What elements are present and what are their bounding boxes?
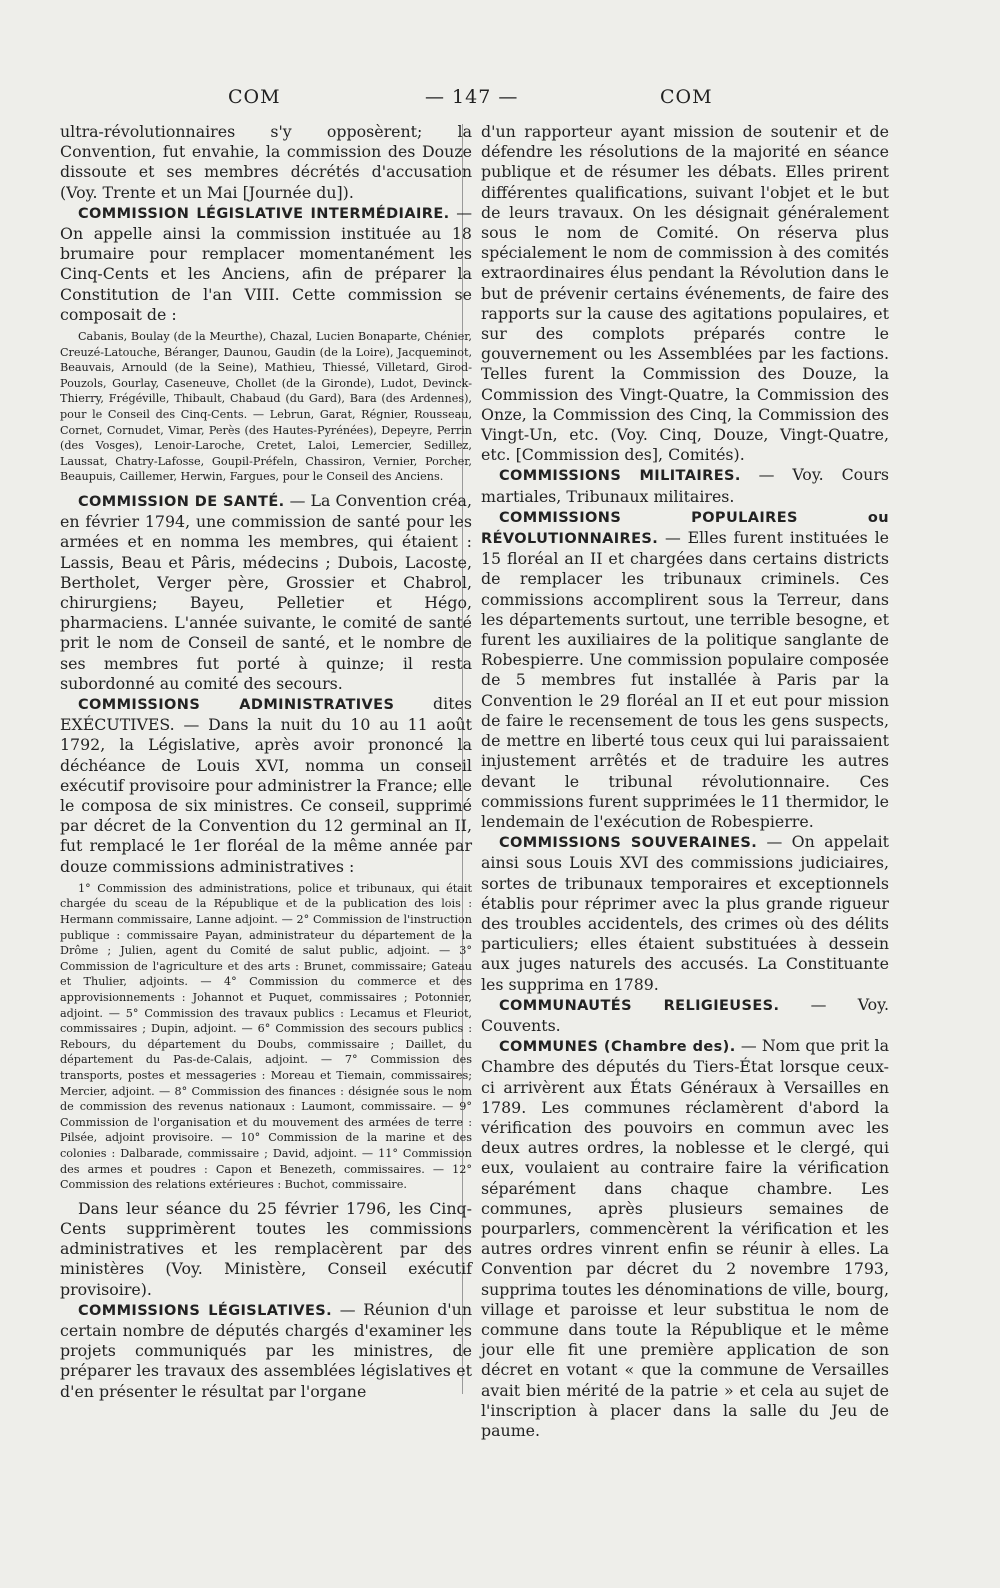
entry-headword: COMMISSION DE SANTÉ. xyxy=(78,493,285,510)
entry-text: dites EXÉCUTIVES. — Dans la nuit du 10 au 11 août 1792, la Législative, après avoir prononcé la déchéance de Louis XVI, nomma un conseil exécutif provisoire pour administrer la France; elle le composa de six ministres. Ce conseil, supprimé par décret de la Convention du 12 germinal an II, fut remplacé le 1er floréal de la même année par douze commissions administratives : xyxy=(60,694,472,876)
dictionary-entry xyxy=(481,507,889,832)
header-right: COM xyxy=(660,86,713,108)
member-list xyxy=(60,329,472,485)
paragraph xyxy=(60,122,472,203)
entry-text: — Voy. Couvents. xyxy=(481,994,890,1035)
entry-headword: COMMISSIONS LÉGISLATIVES. xyxy=(78,1302,333,1319)
entry-headword: COMMUNES (Chambre des). xyxy=(499,1039,736,1056)
paragraph-text: Dans leur séance du 25 février 1796, les Cinq-Cents supprimèrent toutes les commissions administratives et les remplacèrent par des ministères (Voy. Ministère, Conseil exécutif provisoire). xyxy=(60,1198,472,1299)
dictionary-entry xyxy=(481,832,889,995)
member-list-text: Cabanis, Boulay (de la Meurthe), Chazal, Lucien Bonaparte, Chénier, Creuzé-Latouche, Béranger, Daunou, Gaudin (de la Loire), Jacqueminot, Beauvais, Arnould (de la Seine), Mathieu, Thiessé, Villetard, Girod-Pouzols, Gourlay, Caseneuve, Chollet (de la Gironde), Ludot, Devinck-Thierry, Frégéville, Thibault, Chabaud (du Gard), Bara (des Ardennes), pour le Conseil des Cinq-Cents. — Lebrun, Garat, Régnier, Rousseau, Cornet, Cornudet, Vimar, Perès (des Hautes-Pyrénées), Depeyre, Perrin (des Vosges), Lenoir-Laroche, Cretet, Laloi, Lemercier, Sedillez, Laussat, Chatry-Lafosse, Goupil-Préfeln, Chassiron, Vernier, Porcher, Beaupuis, Caillemer, Herwin, Fargues, pour le Conseil des Anciens. xyxy=(60,330,472,484)
entry-text: — Elles furent instituées le 15 floréal an II et chargées dans certains districts de remplacer les tribunaux criminels. Ces commissions accomplirent sous la Terreur, dans les départements surtout, une terrible besogne, et furent les auxiliaires de la politique sanglante de Robespierre. Une commission populaire composée de 5 membres fut installée à Paris par la Convention le 29 floréal an II et eut pour mission de faire le recensement de tous les gens suspects, de mettre en liberté tous ceux qui lui paraissaient injustement arrêtés et de traduire les autres devant le tribunal révolutionnaire. Ces commissions furent supprimées le 11 thermidor, le lendemain de l'exécution de Robespierre. xyxy=(481,528,889,831)
entry-text: — Nom que prit la Chambre des députés du Tiers-État lorsque ceux-ci arrivèrent aux États Généraux à Versailles en 1789. Les communes réclamèrent d'abord la vérification des pouvoirs en commun avec les deux autres ordres, la noblesse et le clergé, qui eux, voulaient au contraire faire la vérification séparément dans chaque chambre. Les communes, après plusieurs semaines de pourparlers, commencèrent la vérification et les autres ordres vinrent enfin se réunir à elles. La Convention par décret du 2 novembre 1793, supprima toutes les dénominations de ville, bourg, village et paroisse et leur substitua le nom de commune dans toute la République et le même jour elle fit une première application de son décret en votant « que la commune de Versailles avait bien mérité de la patrie » et cela au sujet de l'inscription à placer dans la salle du Jeu de paume. xyxy=(481,1036,889,1440)
right-column xyxy=(481,122,889,1441)
paragraph-text: ultra-révolutionnaires s'y opposèrent; la Convention, fut envahie, la commission des Douze dissoute et ses membres décrétés d'accusation (Voy. Trente et un Mai [Journée du]). xyxy=(60,122,472,202)
entry-headword: COMMUNAUTÉS RELIGIEUSES. xyxy=(499,997,780,1014)
entry-text: — On appelait ainsi sous Louis XVI des commissions judiciaires, sortes de tribunaux temporaires et exceptionnels établis pour réprimer avec la plus grande rigueur des troubles accidentels, des crimes où des délits particuliers; elles étaient substituées à dessein aux juges naturels des accusés. La Constituante les supprima en 1789. xyxy=(481,832,889,994)
entry-headword: COMMISSION LÉGISLATIVE INTERMÉDIAIRE. xyxy=(78,205,450,222)
dictionary-entry xyxy=(60,1300,472,1402)
dictionary-entry xyxy=(481,465,889,506)
entry-text: — Réunion d'un certain nombre de députés chargés d'examiner les projets communiqués par les ministres, de préparer les travaux des assemblées législatives et d'en présenter le résultat par l'organe xyxy=(60,1299,472,1401)
dictionary-entry xyxy=(481,995,889,1036)
paragraph-text: d'un rapporteur ayant mission de soutenir et de défendre les résolutions de la majorité en séance publique et de résumer les débats. Elles prirent différentes qualifications, suivant l'objet et le but de leurs travaux. On les désignait généralement sous le nom de Comité. On réserva plus spécialement le nom de commission à des comités extraordinaires élus pendant la Révolution dans le but de prévenir certains événements, de faire des rapports sur la cause des agitations populaires, et sur des complots préparés contre le gouvernement ou les Assemblées par les factions. Telles furent la Commission des Douze, la Commission des Vingt-Quatre, la Commission des Onze, la Commission des Cinq, la Commission des Vingt-Un, etc. (Voy. Cinq, Douze, Vingt-Quatre, etc. [Commission des], Comités). xyxy=(481,122,889,465)
dictionary-entry xyxy=(60,694,472,877)
member-list xyxy=(60,881,472,1193)
page-number: — 147 — xyxy=(425,86,519,108)
left-column xyxy=(60,122,472,1402)
dictionary-entry xyxy=(481,1036,889,1441)
header-left: COM xyxy=(228,86,281,108)
paragraph xyxy=(60,1199,472,1300)
dictionary-entry xyxy=(60,491,472,694)
entry-headword: COMMISSIONS POPULAIRES ou RÉVOLUTIONNAIRES. xyxy=(481,509,889,548)
member-list-text: 1° Commission des administrations, police et tribunaux, qui était chargée du sceau de la République et de la publication des lois : Hermann commissaire, Lanne adjoint. — 2° Commission de l'instruction publique : commissaire Payan, administrateur du département de la Drôme ; Julien, agent du Comité de salut public, adjoint. — 3° Commission de l'agriculture et des arts : Brunet, commissaire; Gateau et Thulier, adjoints. — 4° Commission du commerce et des approvisionnements : Johannot et Puquet, commissaires ; Potonnier, adjoint. — 5° Commission des travaux publics : Lecamus et Fleuriot, commissaires ; Dupin, adjoint. — 6° Commission des secours publics : Rebours, du département du Doubs, commissaire ; Daillet, du département du Pas-de-Calais, adjoint. — 7° Commission des transports, postes et messageries : Moreau et Tiemain, commissaires; Mercier, adjoint. — 8° Commission des finances : désignée sous le nom de commission des revenus nationaux : Laumont, commissaire. — 9° Commission de l'organisation et du mouvement des armées de terre : Pilsée, adjoint provisoire. — 10° Commission de la marine et des colonies : Dalbarade, commissaire ; David, adjoint. — 11° Commission des armes et poudres : Capon et Benezeth, commissaires. — 12° Commission des relations extérieures : Buchot, commissaire. xyxy=(60,881,472,1192)
entry-headword: COMMISSIONS MILITAIRES. xyxy=(499,468,741,485)
entry-text: — Voy. Cours martiales, Tribunaux militaires. xyxy=(481,465,889,506)
dictionary-entry xyxy=(60,203,472,325)
entry-text: — On appelle ainsi la commission instituée au 18 brumaire pour remplacer momentanément les Cinq-Cents et les Anciens, afin de préparer la Constitution de l'an VIII. Cette commission se composait de : xyxy=(60,202,472,324)
entry-headword: COMMISSIONS ADMINISTRATIVES xyxy=(78,697,395,713)
page-header xyxy=(0,86,1000,114)
entry-headword: COMMISSIONS SOUVERAINES. xyxy=(499,835,758,852)
paragraph xyxy=(481,122,889,465)
entry-text: — La Convention créa, en février 1794, une commission de santé pour les armées et en nomma les membres, qui étaient : Lassis, Beau et Pâris, médecins ; Dubois, Lacoste, Bertholet, Verger père, Grossier et Chabrol, chirurgiens; Bayeu, Pelletier et Hégo, pharmaciens. L'année suivante, le comité de santé prit le nom de Conseil de santé, et le nombre de ses membres fut porté à quinze; il resta subordonné au comité des secours. xyxy=(60,490,472,693)
